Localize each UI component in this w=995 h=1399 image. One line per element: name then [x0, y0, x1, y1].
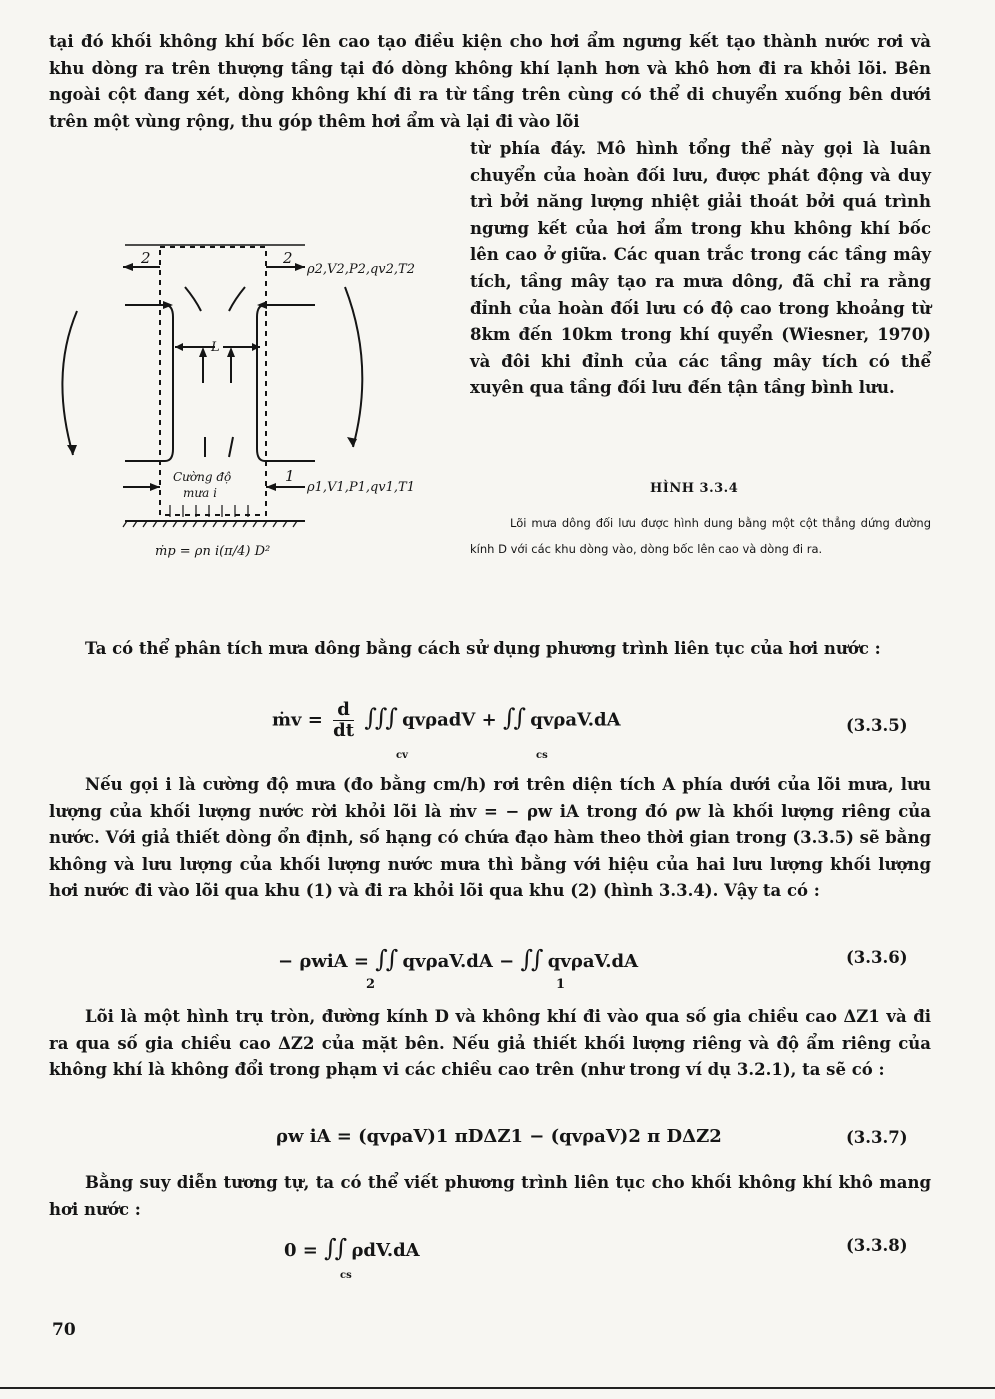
eq336-term2: qvρaV.dA	[547, 951, 639, 972]
eq335-number: (3.3.5)	[846, 716, 908, 735]
figure-caption: Lõi mưa dông đối lưu được hình dung bằng một cột thẳng dứng đường kính D với các khu dòng vào, dòng bốc lên cao và dòng đi ra.	[470, 516, 931, 556]
eq338-lhs: 0 =	[284, 1240, 318, 1261]
zone2-left-label: 2	[141, 249, 151, 267]
eq335-term2: qvρaV.dA	[530, 709, 621, 731]
footer-rule	[0, 1387, 995, 1389]
eq336-sub-1: 1	[556, 977, 566, 992]
core-label: L	[211, 340, 220, 355]
eq336-integral-1: ∫∫	[520, 945, 542, 973]
eq335-term1: qvρadV +	[402, 709, 497, 731]
inline-rho-w: ρw	[675, 801, 701, 821]
paragraph-core: Lõi là một hình trụ tròn, đường kính D và không khí đi vào qua số gia chiều cao ΔZ1 và đi ra qua số gia chiều cao ΔZ2 của mặt bên. Nếu giả thiết khối lượng riêng và độ ẩm riêng của không khí là không đổi trong phạm vi các chiều cao trên (như trong ví dụ 3.2.1), ta sẽ có :	[49, 1007, 931, 1080]
intensity-label-line1: Cường độ	[173, 470, 232, 484]
inline-mv: ṁv = − ρw iA	[449, 801, 579, 821]
figure-3-3-4-diagram	[55, 225, 425, 575]
eq338-sub-cs: cs	[340, 1270, 352, 1281]
paragraph-dry-air: Bằng suy diễn tương tự, ta có thể viết phương trình liên tục cho khối không khí khô mang hơi nước :	[49, 1173, 931, 1219]
eq335-double-integral: ∫∫	[503, 703, 525, 732]
mass-flow-label: ṁp = ρn i(π/4) D²	[155, 544, 271, 559]
zone1-vars-label: ρ1,V1,P1,qv1,T1	[307, 480, 415, 495]
eq335-triple-integral: ∫∫∫	[364, 703, 396, 732]
eq337-number: (3.3.7)	[846, 1128, 908, 1147]
eq336-term1: qvρaV.dA −	[402, 951, 515, 972]
inline-dz2: ΔZ2	[278, 1033, 315, 1053]
eq338-integral: ∫∫	[324, 1234, 346, 1262]
eq336-integral-2: ∫∫	[375, 945, 397, 973]
eq336-lhs: − ρwiA =	[278, 951, 369, 972]
equation-3-3-5	[272, 700, 621, 741]
left-inner-flow	[125, 305, 173, 461]
zone2-right-label: 2	[283, 249, 293, 267]
page-number: 70	[52, 1320, 76, 1340]
equation-3-3-7: ρw iA = (qvρaV)1 πDΔZ1 − (qvρaV)2 π DΔZ2	[276, 1126, 722, 1147]
eq336-sub-2: 2	[366, 977, 376, 992]
inline-dz1: ΔZ1	[843, 1007, 880, 1026]
left-outer-arc	[62, 311, 77, 455]
zone2-vars-label: ρ2,V2,P2,qv2,T2	[307, 262, 415, 277]
eq338-term1: ρdV.dA	[351, 1240, 420, 1261]
right-outer-arc	[345, 287, 362, 447]
eq338-number: (3.3.8)	[846, 1236, 908, 1255]
eq335-sub-cv: cv	[396, 750, 408, 761]
zone1-right-label: 1	[285, 467, 295, 485]
eq335-lhs: ṁv =	[272, 709, 323, 731]
eq335-sub-cs: cs	[536, 750, 548, 761]
paragraph-analyze: Ta có thể phân tích mưa dông bằng cách sử dụng phương trình liên tục của hơi nước :	[85, 639, 881, 658]
equation-3-3-8	[284, 1234, 420, 1262]
eq335-derivative: $\frac{d}{dt}$	[333, 699, 355, 741]
equation-3-3-6	[278, 945, 638, 973]
paragraph-rain: Nếu gọi i là cường độ mưa (đo bằng cm/h) rơi trên diện tích A phía dưới của lõi mưa, lưu lượng của khối lượng nước rời khỏi lõi là ṁv = − ρw iA trong đó ρw là khối lượng riêng của nước. Với giả thiết dòng ổn định, số hạng có chứa đạo hàm theo thời gian trong (3.3.5) sẽ bằng không và lưu lượng của khối lượng nước mưa thì bằng với hiệu của hai lưu lượng khối lượng hơi nước đi vào lõi qua khu (1) và đi ra khỏi lõi qua khu (2) (hình 3.3.4). Vậy ta có :	[49, 775, 931, 901]
paragraph-top: tại đó khối không khí bốc lên cao tạo điều kiện cho hơi ẩm ngưng kết tạo thành nước rơi và khu dòng ra trên thượng tầng tại đó dòng không khí lạnh hơn và khô hơn đi ra khỏi lõi. Bên ngoài cột đang xét, dòng không khí đi ra từ tầng trên cùng có thể di chuyển xuống bên dưới trên một vùng rộng, thu góp thêm hơi ẩm và lại đi vào lõi	[49, 32, 931, 131]
paragraph-right-column: từ phía đáy. Mô hình tổng thể này gọi là luân chuyển của hoàn đối lưu, được phát động và duy trì bởi năng lượng nhiệt giải thoát bởi quá trình ngưng kết của hơi ẩm trong khu không khí bốc lên cao ở giữa. Các quan trắc trong các tầng mây tích, tầng mây tạo ra mưa dông, đã chỉ ra rằng đỉnh của hoàn đối lưu có độ cao trong khoảng từ 8km đến 10km trong khí quyển (Wiesner, 1970) và đôi khi đỉnh của các tầng mây tích có thể xuyên qua tầng đối lưu đến tận tầng bình lưu.	[470, 139, 931, 398]
intensity-label-line2: mưa i	[183, 486, 217, 500]
figure-title: HÌNH 3.3.4	[650, 481, 739, 496]
eq336-number: (3.3.6)	[846, 948, 908, 967]
